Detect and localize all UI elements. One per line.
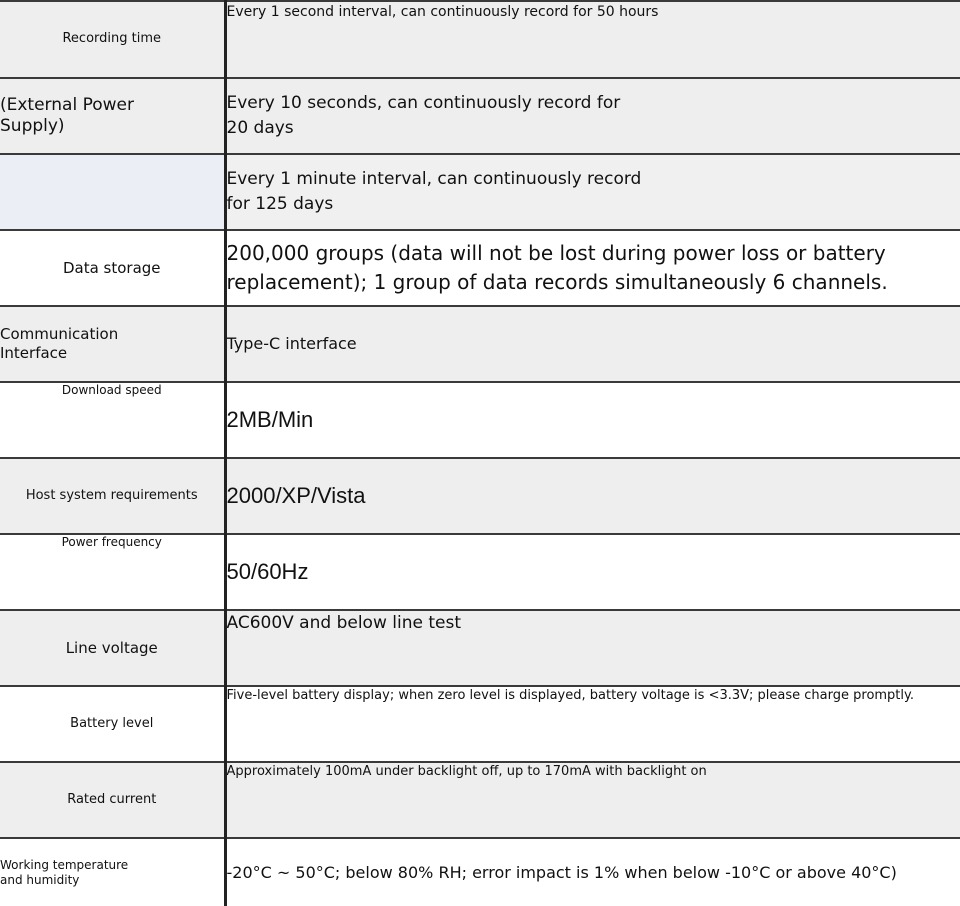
spec-value-working-temperature-humidity: -20°C ~ 50°C; below 80% RH; error impact is 1% when below -10°C or above 40°C) <box>225 838 960 906</box>
table-row <box>0 534 960 610</box>
spec-value-external-power-supply-text: Every 10 seconds, can continuously record for 20 days <box>226 93 621 138</box>
spec-label-data-storage: Data storage <box>0 230 225 306</box>
spec-label-communication-interface <box>0 306 225 382</box>
spec-value-communication-interface: Type-C interface <box>225 306 960 382</box>
spec-value-external-power-supply <box>225 78 960 154</box>
spec-label-line-voltage: Line voltage <box>0 610 225 686</box>
spec-label-external-power-supply <box>0 78 225 154</box>
spec-label-working-temperature-humidity-text: Working temperature and humidity <box>0 857 129 887</box>
table-row <box>0 686 960 762</box>
spec-value-battery-level: Five-level battery display; when zero level is displayed, battery voltage is <3.3V; please charge promptly. <box>225 686 960 762</box>
table-row <box>0 306 960 382</box>
spec-label-working-temperature-humidity <box>0 838 225 906</box>
spec-label-communication-interface-text: Communication Interface <box>0 325 119 362</box>
spec-value-line-voltage: AC600V and below line test <box>225 610 960 686</box>
spec-value-one-minute-interval-text: Every 1 minute interval, can continuously record for 125 days <box>226 169 642 214</box>
spec-value-download-speed: 2MB/Min <box>225 382 960 458</box>
table-row <box>0 154 960 230</box>
spec-label-host-system-requirements: Host system requirements <box>0 458 225 534</box>
table-row <box>0 230 960 306</box>
spec-value-rated-current: Approximately 100mA under backlight off, up to 170mA with backlight on <box>225 762 960 838</box>
spec-value-one-minute-interval <box>225 154 960 230</box>
spec-label-battery-level: Battery level <box>0 686 225 762</box>
spec-label-rated-current: Rated current <box>0 762 225 838</box>
spec-label-download-speed: Download speed <box>0 382 225 458</box>
spec-value-host-system-requirements: 2000/XP/Vista <box>225 458 960 534</box>
spec-label-recording-time: Recording time <box>0 1 225 78</box>
spec-label-power-frequency: Power frequency <box>0 534 225 610</box>
spec-value-power-frequency: 50/60Hz <box>225 534 960 610</box>
spec-value-recording-time: Every 1 second interval, can continuously record for 50 hours <box>225 1 960 78</box>
table-row <box>0 1 960 78</box>
table-row <box>0 762 960 838</box>
table-row <box>0 838 960 906</box>
table-row <box>0 610 960 686</box>
spec-label-external-power-supply-text: (External Power Supply) <box>0 94 134 136</box>
table-row <box>0 458 960 534</box>
table-row <box>0 382 960 458</box>
spec-label-empty <box>0 154 225 230</box>
spec-value-data-storage: 200,000 groups (data will not be lost during power loss or battery replacement); 1 group of data records simultaneously 6 channels. <box>225 230 960 306</box>
table-row <box>0 78 960 154</box>
